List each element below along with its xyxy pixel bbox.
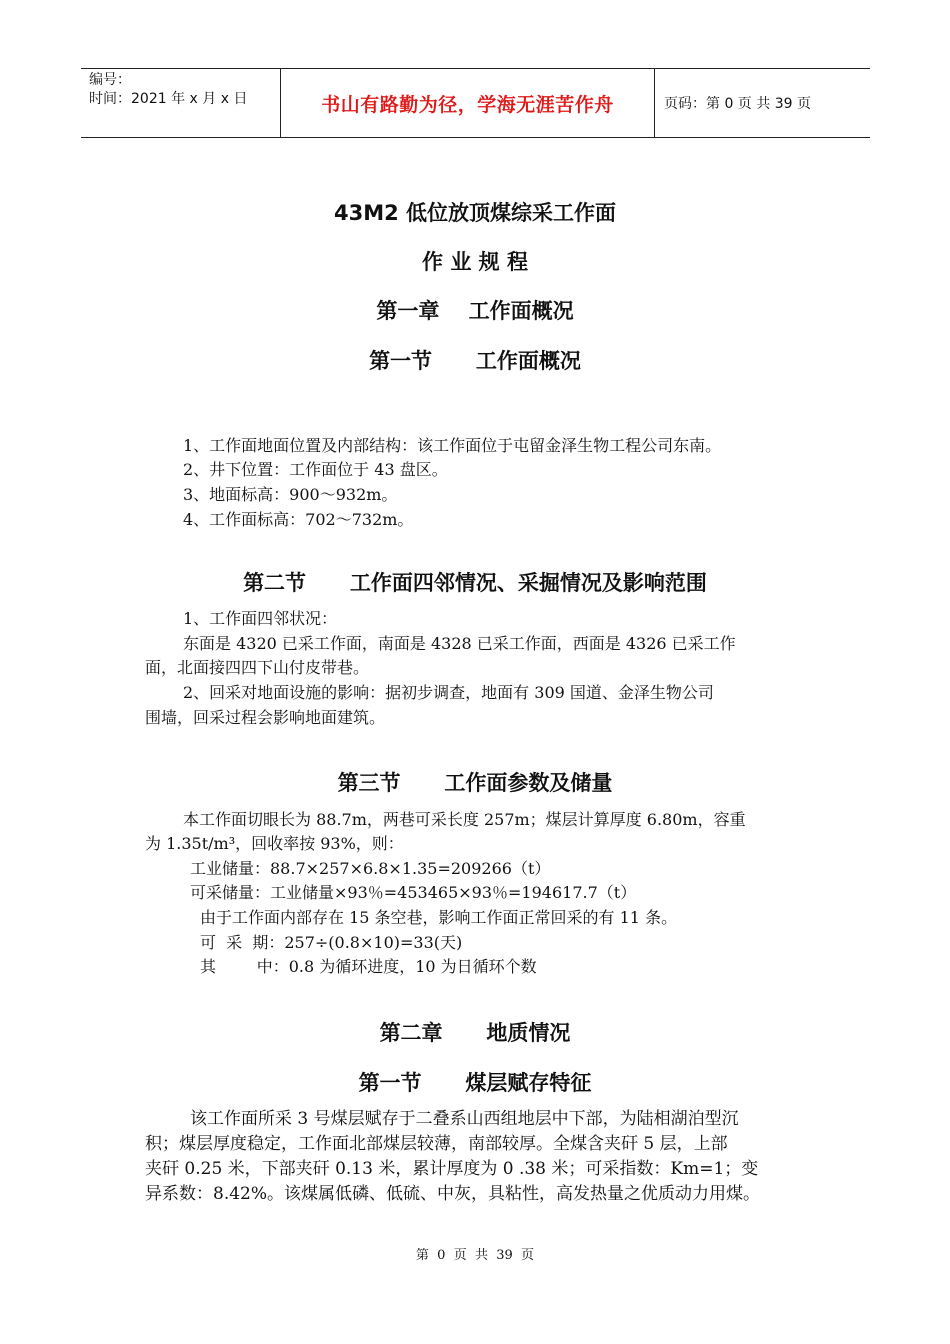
ch2-line: 异系数：8.42%。该煤属低磷、低硫、中灰，具粘性，高发热量之优质动力用煤。 bbox=[145, 1184, 761, 1204]
number-label: 编号： bbox=[89, 72, 131, 88]
sec2-line: 2、回采对地面设施的影响：据初步调查，地面有 309 国道、金泽生物公司 bbox=[183, 683, 714, 702]
section3-title: 第三节 工作面参数及储量 bbox=[337, 771, 613, 795]
ch2-line: 夹矸 0.25 米，下部夹矸 0.13 米，累计厚度为 0 .38 米；可采指数：Km=1；变 bbox=[145, 1159, 759, 1179]
sec2-line: 围墙，回采过程会影响地面建筑。 bbox=[145, 708, 386, 727]
sec3-line: 工业储量：88.7×257×6.8×1.35=209266（t） bbox=[190, 859, 551, 878]
sec2-line: 1、工作面四邻状况： bbox=[183, 609, 338, 628]
sec2-line: 东面是 4320 已采工作面，南面是 4328 已采工作面，西面是 4326 已采工作 bbox=[183, 634, 736, 653]
page-footer: 第 0 页 共 39 页 bbox=[415, 1248, 535, 1263]
ch2-line: 积；煤层厚度稳定，工作面北部煤层较薄，南部较厚。全煤含夹矸 5 层，上部 bbox=[145, 1134, 728, 1154]
sec3-line: 本工作面切眼长为 88.7m，两巷可采长度 257m；煤层计算厚度 6.80m，容重 bbox=[183, 810, 746, 829]
sec3-line: 为 1.35t/m³，回收率按 93%，则： bbox=[145, 834, 404, 853]
sec3-line: 其 中：0.8 为循环进度，10 为日循环个数 bbox=[200, 957, 537, 976]
sec2-line: 面，北面接四四下山付皮带巷。 bbox=[145, 658, 370, 677]
header-motto: 书山有路勤为径，学海无涯苦作舟 bbox=[281, 69, 655, 137]
header-meta bbox=[81, 69, 281, 137]
sec3-line: 可采储量：工业储量×93％=453465×93％=194617.7（t） bbox=[190, 883, 637, 902]
chapter2-section1-title: 第一节 煤层赋存特征 bbox=[358, 1071, 592, 1095]
sec3-line: 由于工作面内部存在 15 条空巷，影响工作面正常回采的有 11 条。 bbox=[200, 908, 678, 927]
section1-title: 第一节 工作面概况 bbox=[369, 349, 581, 373]
date-label: 时间：2021 年 x 月 x 日 bbox=[89, 91, 248, 107]
sec1-item: 1、工作面地面位置及内部结构：该工作面位于屯留金泽生物工程公司东南。 bbox=[183, 436, 722, 455]
ch2-line: 该工作面所采 3 号煤层赋存于二叠系山西组地层中下部，为陆相湖泊型沉 bbox=[190, 1109, 739, 1129]
page-header bbox=[81, 68, 870, 138]
section2-title: 第二节 工作面四邻情况、采掘情况及影响范围 bbox=[243, 571, 707, 595]
chapter2-title: 第二章 地质情况 bbox=[379, 1021, 571, 1045]
chapter1-title: 第一章 工作面概况 bbox=[376, 299, 574, 323]
sec1-item: 4、工作面标高：702～732m。 bbox=[183, 510, 414, 529]
sec1-item: 2、井下位置：工作面位于 43 盘区。 bbox=[183, 460, 448, 479]
document-subtitle: 作 业 规 程 bbox=[422, 250, 528, 274]
sec3-line: 可 采 期：257÷(0.8×10)=33(天) bbox=[200, 933, 463, 952]
document-title: 43M2 低位放顶煤综采工作面 bbox=[333, 201, 617, 225]
header-page-info: 页码：第 0 页 共 39 页 bbox=[664, 96, 811, 112]
sec1-item: 3、地面标高：900～932m。 bbox=[183, 485, 398, 504]
